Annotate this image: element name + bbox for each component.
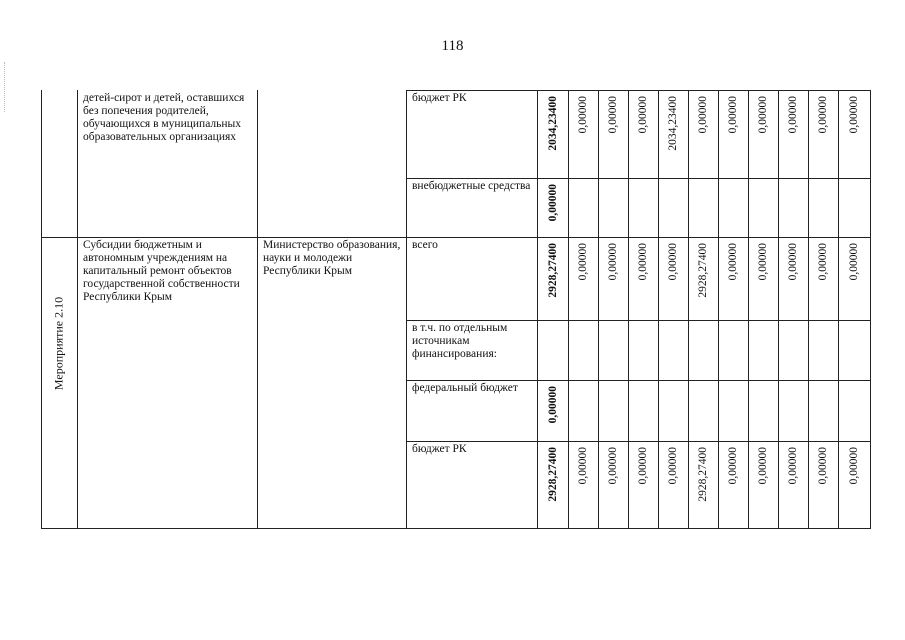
funding-source-label: всего [412, 239, 438, 251]
year-value: 0,00000 [757, 447, 769, 485]
year-value: 0,00000 [787, 447, 799, 485]
col-border [628, 90, 629, 528]
total-value: 0,00000 [546, 386, 559, 424]
year-value: 0,00000 [848, 96, 860, 134]
year-value: 0,00000 [848, 447, 860, 485]
year-value: 0,00000 [757, 96, 769, 134]
year-value: 0,00000 [817, 96, 829, 134]
col-border [77, 90, 78, 528]
year-value: 0,00000 [607, 243, 619, 281]
year-value: 0,00000 [607, 96, 619, 134]
year-value: 0,00000 [577, 447, 589, 485]
col-border [658, 90, 659, 528]
row-border [41, 528, 407, 529]
year-value: 0,00000 [727, 447, 739, 485]
total-value: 0,00000 [546, 184, 559, 222]
col-border [568, 90, 569, 528]
col-border [748, 90, 749, 528]
year-value: 0,00000 [727, 243, 739, 281]
year-value: 0,00000 [577, 96, 589, 134]
year-value: 0,00000 [787, 96, 799, 134]
col-border [870, 90, 871, 528]
row-border [406, 90, 871, 91]
row-border [406, 178, 871, 179]
year-value: 0,00000 [637, 243, 649, 281]
page-number: 118 [441, 38, 464, 54]
year-value: 0,00000 [577, 243, 589, 281]
total-value: 2034,23400 [546, 96, 559, 151]
executor-name: Министерство образования, науки и молодежи Республики Крым [263, 239, 401, 277]
total-value: 2928,27400 [546, 243, 559, 298]
year-value: 0,00000 [637, 96, 649, 134]
year-value: 0,00000 [607, 447, 619, 485]
col-border [808, 90, 809, 528]
funding-source-label: федеральный бюджет [412, 382, 518, 394]
margin-mark [4, 62, 7, 112]
year-value: 2928,27400 [697, 447, 709, 502]
row-border [406, 380, 871, 381]
year-value: 2034,23400 [667, 96, 679, 151]
row-border [406, 441, 871, 442]
col-border [537, 90, 538, 528]
year-value: 0,00000 [817, 447, 829, 485]
year-value: 0,00000 [787, 243, 799, 281]
col-border [257, 90, 258, 528]
activity-description: детей-сирот и детей, оставшихся без попечения родителей, обучающихся в муниципальных образовательных организациях [83, 92, 245, 143]
col-border [41, 90, 42, 528]
funding-source-label: внебюджетные средства [412, 180, 531, 192]
year-value: 0,00000 [667, 243, 679, 281]
total-value: 2928,27400 [546, 447, 559, 502]
year-value: 0,00000 [848, 243, 860, 281]
col-border [778, 90, 779, 528]
year-value: 2928,27400 [697, 243, 709, 298]
funding-source-label: в т.ч. по отдельным источникам финансирования: [412, 322, 508, 360]
year-value: 0,00000 [697, 96, 709, 134]
row-border [41, 237, 871, 238]
year-value: 0,00000 [757, 243, 769, 281]
row-border [406, 528, 871, 529]
col-border [688, 90, 689, 528]
col-border [598, 90, 599, 528]
year-value: 0,00000 [727, 96, 739, 134]
year-value: 0,00000 [817, 243, 829, 281]
event-label: Мероприятие 2.10 [51, 296, 66, 390]
year-value: 0,00000 [637, 447, 649, 485]
year-value: 0,00000 [667, 447, 679, 485]
funding-source-label: бюджет РК [412, 92, 467, 104]
col-border [838, 90, 839, 528]
col-border [718, 90, 719, 528]
funding-source-label: бюджет РК [412, 443, 467, 455]
activity-description: Субсидии бюджетным и автономным учреждениям на капитальный ремонт объектов государственной собственности Республики Крым [83, 239, 240, 303]
col-border [406, 90, 407, 528]
